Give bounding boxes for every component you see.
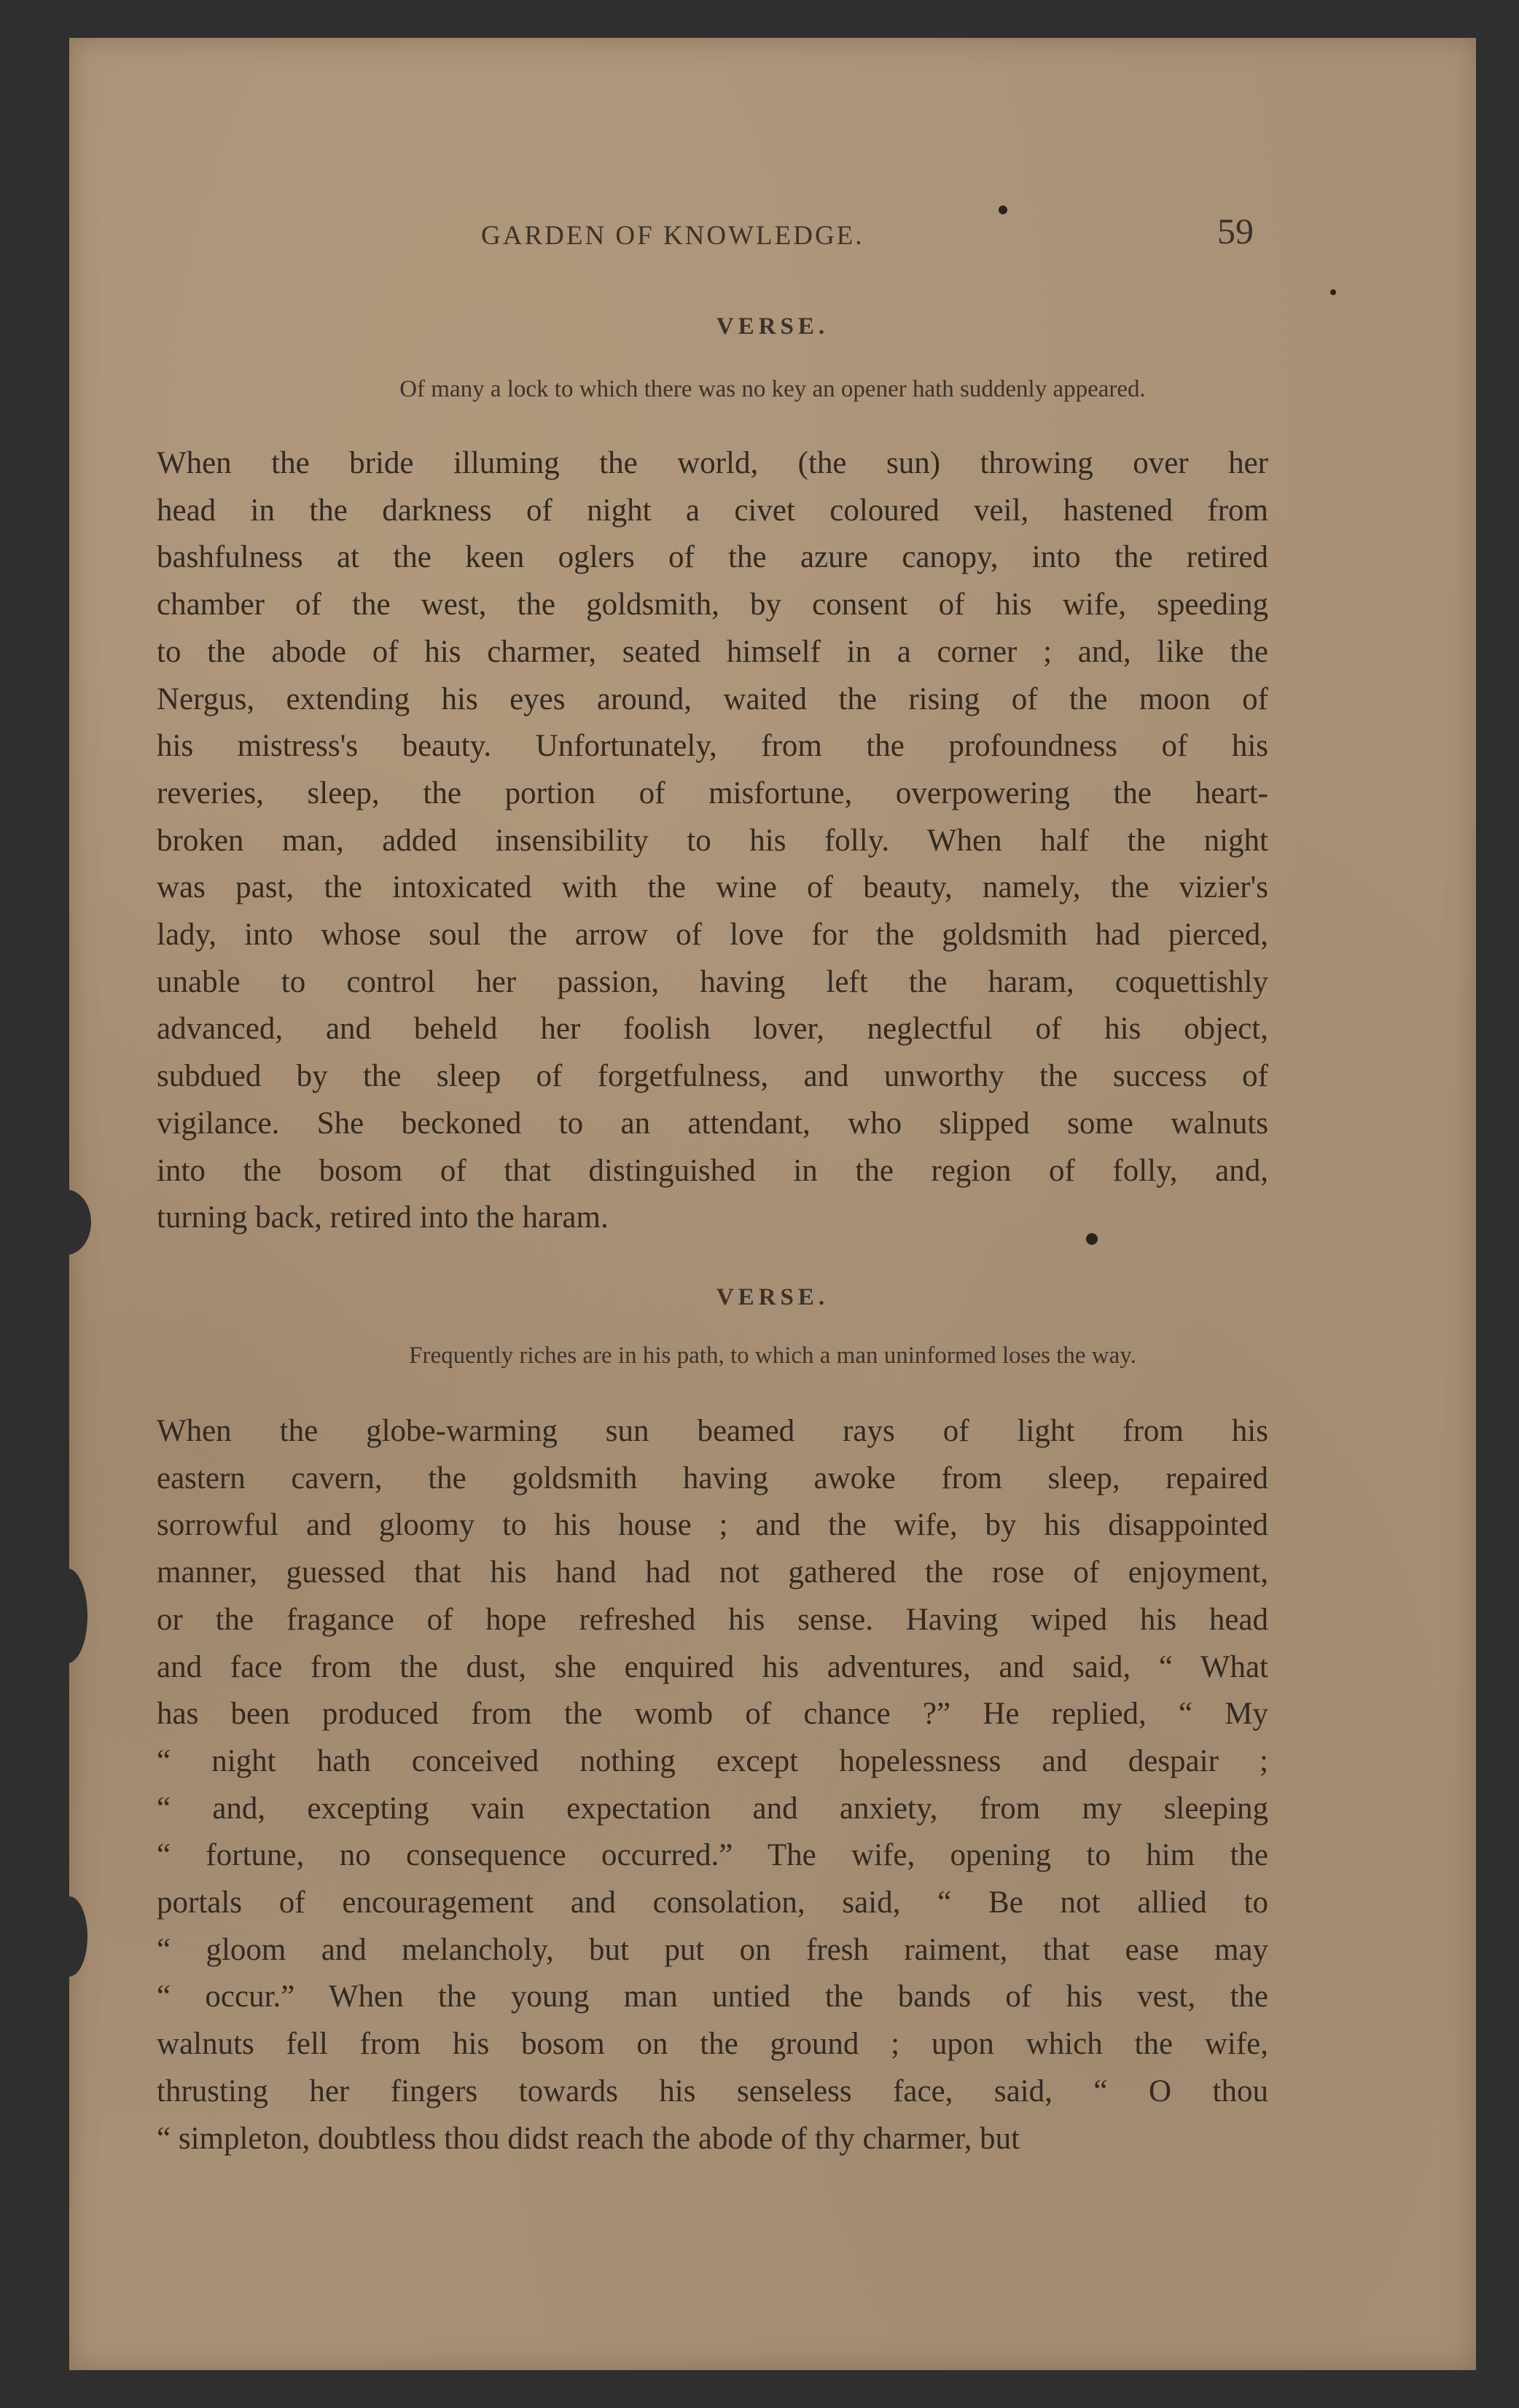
text-line: When the bride illuming the world, (the sun) throwing over her (157, 446, 1268, 480)
body-paragraph (157, 440, 1268, 1242)
text-line: subdued by the sleep of forgetfulness, and unworthy the success of (157, 1059, 1268, 1094)
text-line: turning back, retired into the haram. (157, 1200, 609, 1235)
text-line: walnuts fell from his bosom on the ground ; upon which the wife, (157, 2027, 1268, 2062)
text-line: broken man, added insensibility to his folly. When half the night (157, 823, 1268, 858)
verse-epigraph: Frequently riches are in his path, to which a man uninformed loses the way. (409, 1342, 1136, 1369)
text-line: or the fragance of hope refreshed his sense. Having wiped his head (157, 1602, 1268, 1637)
ink-speck (1086, 1233, 1098, 1245)
section-heading: VERSE. (716, 1284, 829, 1310)
book-page (69, 38, 1476, 2370)
running-title: GARDEN OF KNOWLEDGE. (481, 221, 864, 251)
text-line: has been produced from the womb of chance ?” He replied, “ My (157, 1697, 1268, 1732)
page-number: 59 (1217, 211, 1254, 251)
text-line: manner, guessed that his hand had not gathered the rose of enjoyment, (157, 1555, 1268, 1590)
ink-speck (1330, 289, 1336, 295)
section-heading: VERSE. (716, 313, 829, 340)
text-line: reveries, sleep, the portion of misfortune, overpowering the heart- (157, 775, 1268, 810)
text-line: chamber of the west, the goldsmith, by consent of his wife, speeding (157, 587, 1268, 622)
text-line: When the globe-warming sun beamed rays of light from his (157, 1414, 1268, 1448)
page-tear (47, 1568, 87, 1663)
body-paragraph (157, 1408, 1268, 2162)
text-line: vigilance. She beckoned to an attendant, who slipped some walnuts (157, 1106, 1268, 1141)
text-line: sorrowful and gloomy to his house ; and the wife, by his disappointed (157, 1508, 1268, 1543)
text-line: Nergus, extending his eyes around, waited the rising of the moon of (157, 681, 1268, 716)
page-tear (51, 1896, 87, 1977)
text-line: unable to control her passion, having left the haram, coquettishly (157, 964, 1268, 999)
text-line: bashfulness at the keen oglers of the azure canopy, into the retired (157, 540, 1268, 575)
page-header (69, 204, 1476, 262)
text-line: was past, the intoxicated with the wine of beauty, namely, the vizier's (157, 870, 1268, 905)
text-line: into the bosom of that distinguished in the region of folly, and, (157, 1153, 1268, 1188)
text-line: advanced, and beheld her foolish lover, neglectful of his object, (157, 1012, 1268, 1047)
text-line: his mistress's beauty. Unfortunately, from the profoundness of his (157, 729, 1268, 764)
text-line: “ night hath conceived nothing except hopelessness and despair ; (157, 1743, 1268, 1778)
text-line: “ and, excepting vain expectation and anxiety, from my sleeping (157, 1791, 1268, 1826)
text-line: thrusting her fingers towards his senseless face, said, “ O thou (157, 2073, 1268, 2108)
text-line: and face from the dust, she enquired his adventures, and said, “ What (157, 1649, 1268, 1684)
page-tear (40, 1189, 91, 1255)
text-line: portals of encouragement and consolation, said, “ Be not allied to (157, 1885, 1268, 1920)
text-line: eastern cavern, the goldsmith having awoke from sleep, repaired (157, 1461, 1268, 1496)
verse-epigraph: Of many a lock to which there was no key an opener hath suddenly appeared. (399, 376, 1146, 402)
text-line: “ fortune, no consequence occurred.” The wife, opening to him the (157, 1838, 1268, 1873)
text-line: “ occur.” When the young man untied the bands of his vest, the (157, 1979, 1268, 2014)
ink-speck (999, 206, 1007, 214)
text-line: to the abode of his charmer, seated himself in a corner ; and, like the (157, 634, 1268, 669)
text-line: “ gloom and melancholy, but put on fresh raiment, that ease may (157, 1932, 1268, 1967)
text-line: “ simpleton, doubtless thou didst reach the abode of thy charmer, but (157, 2121, 1020, 2156)
text-line: lady, into whose soul the arrow of love for the goldsmith had pierced, (157, 918, 1268, 953)
text-line: head in the darkness of night a civet coloured veil, hastened from (157, 493, 1268, 528)
